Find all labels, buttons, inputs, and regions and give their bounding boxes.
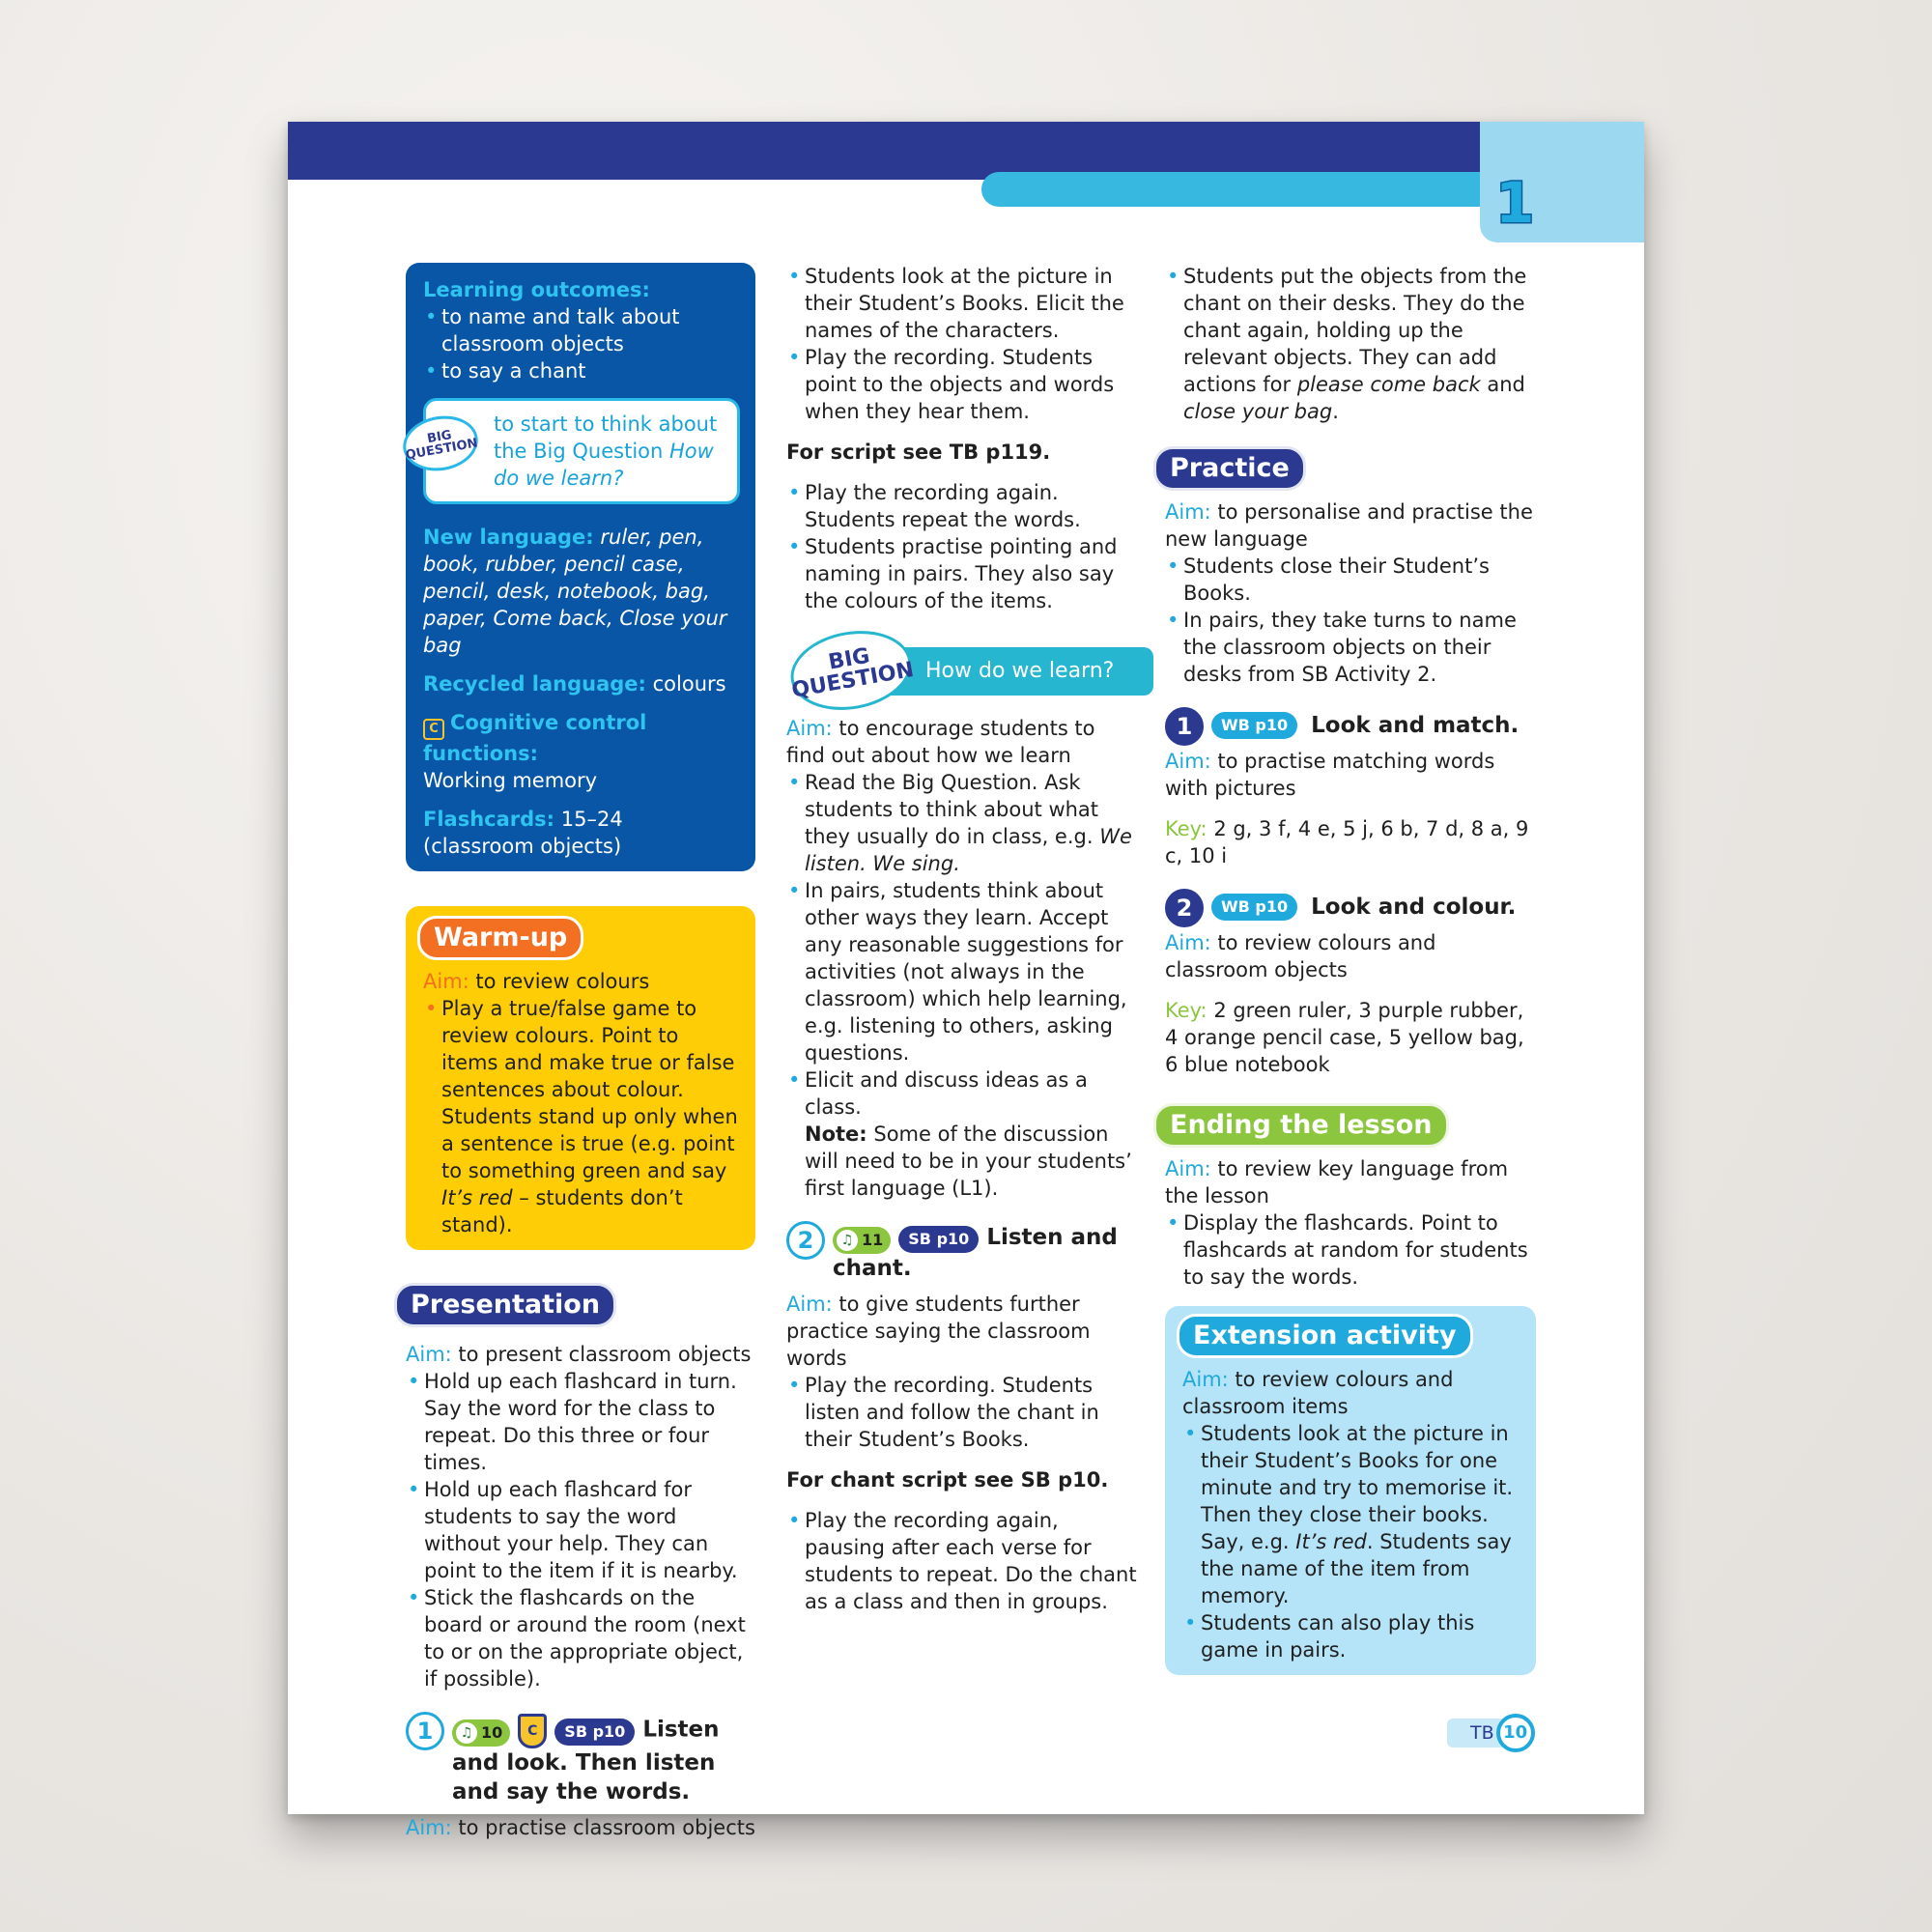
item-text: . [1332,400,1339,423]
exercise-heading-body [833,1221,1140,1283]
recycled-language-label: Recycled language: [423,672,646,696]
exercise-aim [786,1291,1140,1372]
flashcards-label: Flashcards: [423,808,555,831]
ending-section [1165,1103,1536,1291]
list-item [423,995,738,1238]
big-question-italic: How do we learn? [494,440,714,490]
list-item: • Students look at the picture in their Student’s Books. Elicit the names of the characters. [786,263,1140,344]
exercise-key [1165,997,1536,1078]
key-text: 2 green ruler, 3 purple rubber, 4 orange pencil case, 5 yellow bag, 6 blue notebook [1165,999,1524,1076]
recycled-language [423,670,738,697]
aim-text: to practise matching words with pictures [1165,750,1495,800]
aim-text: to practise classroom objects [458,1816,755,1839]
learning-outcomes-box [406,263,755,871]
big-question-header [789,643,1140,703]
item-text: Play a true/false game to review colours. Point to items and make true or false sentences about colour. Students stand up only when a sentence is true (e.g. point to something green and say [441,997,738,1182]
big-question-list [786,769,1140,1202]
presentation-section [406,1283,755,1692]
aim-text: to review colours and classroom items [1182,1368,1454,1418]
audio-track-badge [452,1719,510,1747]
aim-label: Aim: [423,970,469,993]
audio-track-number: 10 [481,1722,503,1742]
flashcards [423,806,738,860]
tb-label: TB [1447,1719,1502,1747]
page-reference-badge: SB p10 [898,1226,979,1253]
exercise-list-b [786,1507,1140,1615]
page-reference-badge: WB p10 [1211,712,1297,739]
unit-number: 1 [1495,170,1535,236]
exercise-1-sb [406,1712,755,1841]
new-language [423,524,738,659]
exercise-2-wb [1165,889,1536,1078]
list-item: • Play the recording. Students listen and follow the chant in their Student’s Books. [786,1372,1140,1453]
cognitive-control-icon: C [518,1714,547,1748]
exercise-title: Listen and look. Then listen and say the words. [452,1717,720,1804]
aim-text: to review colours and classroom objects [1165,931,1436,981]
key-label: Key: [1165,817,1208,840]
list-item: • Hold up each flashcard in turn. Say the word for the class to repeat. Do this three or four times. [406,1368,755,1476]
extension-heading: Extension activity [1177,1314,1473,1358]
list-item: • Hold up each flashcard for students to say the word without your help. They can point to the item if it is nearby. [406,1476,755,1584]
list-item: • Display the flashcards. Point to flashcards at random for students to say the words. [1165,1209,1536,1291]
item-text: – students don’t stand). [441,1186,683,1236]
headphones-icon: ♫ [456,1722,477,1744]
learning-outcomes-title: Learning outcomes: [423,278,650,301]
item-italic: close your bag [1183,400,1333,423]
exercise-2-sb [786,1221,1140,1615]
list-item: • In pairs, students think about other ways they learn. Accept any reasonable suggestions for activities (not always in the classroom) which help learning, e.g. listening to others, asking questions. [786,877,1140,1066]
exercise-key [1165,815,1536,869]
list-item [1165,263,1536,425]
extension-list [1182,1420,1519,1663]
teacher-book-page [288,122,1644,1839]
headphones-icon: ♫ [837,1230,858,1251]
warm-up-box [406,906,755,1250]
aim-text: to personalise and practise the new language [1165,500,1533,551]
list-item: • Play the recording. Students point to the objects and words when they hear them. [786,344,1140,425]
exercise-aim [406,1814,755,1841]
practice-aim [1165,498,1536,553]
list-item: • Stick the flashcards on the board or around the room (next to or on the appropriate object, if possible). [406,1584,755,1692]
item-text: and [1487,373,1525,396]
exercise-number: 1 [1165,707,1204,746]
big-question-title: How do we learn? [829,647,1153,696]
item-italic: It’s red [441,1186,513,1209]
list-item: • to say a chant [423,357,738,384]
page-number-circle: 10 [1496,1714,1535,1752]
list-item [786,769,1140,877]
aim-label: Aim: [1165,1157,1211,1180]
exercise-aim [1165,929,1536,983]
script-note: For script see TB p119. [786,440,1051,464]
item-text: Some of the discussion will need to be in your students’ first language (L1). [805,1122,1132,1200]
exercise-title: Look and colour. [1311,895,1517,920]
aim-label: Aim: [1165,931,1211,954]
column-2 [786,263,1140,1615]
practice-section [1165,446,1536,688]
item-italic: We listen. We sing. [805,825,1132,875]
list-item: • to name and talk about classroom objects [423,303,738,357]
list-item: • Play the recording again. Students repeat the words. [786,479,1140,533]
list-top [1165,263,1536,425]
exercise-number: 2 [1165,889,1204,927]
note-label: Note: [805,1122,867,1146]
exercise-heading-body [452,1712,755,1806]
big-question-badge: BIG QUESTION [399,411,483,477]
ending-heading: Ending the lesson [1153,1103,1449,1148]
item-text: Elicit and discuss ideas as a class. [805,1068,1088,1119]
list-middle [786,479,1140,614]
header-bar [288,122,1480,180]
aim-label: Aim: [1182,1368,1229,1391]
list-top [786,263,1140,425]
practice-heading: Practice [1153,446,1306,491]
exercise-list [786,1372,1140,1453]
exercise-heading [406,1712,755,1806]
list-item: • In pairs, they take turns to name the classroom objects on their desks from SB Activity 2. [1165,607,1536,688]
page-reference-badge: WB p10 [1211,894,1297,921]
presentation-list [406,1368,755,1692]
exercise-1-wb [1165,707,1536,869]
exercise-heading [786,1221,1140,1283]
big-question-callout [404,398,740,504]
list-item: • Students practise pointing and naming in pairs. They also say the colours of the items. [786,533,1140,614]
key-text: 2 g, 3 f, 4 e, 5 j, 6 b, 7 d, 8 a, 9 c, 10 i [1165,817,1529,867]
item-text: Students look at the picture in their Student’s Books for one minute and try to memorise it. Then they close their books. Say, e.g. [1201,1422,1514,1553]
practice-list [1165,553,1536,688]
exercise-heading [1165,889,1536,927]
aim-text: to review key language from the lesson [1165,1157,1509,1208]
aim-label: Aim: [406,1343,452,1366]
cognitive-control-functions [423,709,738,794]
big-question-aim [786,715,1140,769]
exercise-title: Look and match. [1311,713,1520,738]
chant-script-note: For chant script see SB p10. [786,1468,1109,1492]
header-accent-bar [981,172,1484,207]
list-item [786,1066,1140,1202]
key-label: Key: [1165,999,1208,1022]
learning-outcomes-list [423,303,738,384]
new-language-value: ruler, pen, book, rubber, pencil case, pencil, desk, notebook, bag, paper, Come back, Close your bag [423,526,727,657]
list-item: • Students close their Student’s Books. [1165,553,1536,607]
item-italic: please come back [1296,373,1481,396]
exercise-number: 1 [406,1712,444,1750]
cognitive-control-icon: C [423,719,444,740]
page-reference-badge: SB p10 [554,1719,635,1746]
ccf-value: Working memory [423,769,598,792]
aim-label: Aim: [786,1293,833,1316]
ending-aim [1165,1155,1536,1209]
audio-track-number: 11 [862,1231,884,1249]
item-italic: It’s red [1295,1530,1367,1553]
flashcards-value: 15–24 (classroom objects) [423,808,623,858]
aim-label: Aim: [786,717,833,740]
exercise-aim [1165,748,1536,802]
ending-list [1165,1209,1536,1291]
aim-label: Aim: [1165,500,1211,524]
recycled-language-value: colours [652,672,726,696]
extension-activity-box [1165,1306,1536,1675]
warm-up-aim [423,968,738,995]
extension-aim [1182,1366,1519,1420]
new-language-label: New language: [423,526,594,549]
list-item: • Students can also play this game in pairs. [1182,1609,1519,1663]
aim-text: to encourage students to find out about how we learn [786,717,1095,767]
audio-track-badge [833,1227,891,1254]
item-text: Students put the objects from the chant on their desks. They do the chant again, holding up the relevant objects. They can add actions for [1183,265,1527,396]
aim-text: to present classroom objects [458,1343,752,1366]
ccf-label: Cognitive control functions: [423,711,647,765]
big-question-text: to start to think about the Big Question [494,412,718,463]
exercise-title: Listen and chant. [833,1225,1118,1281]
list-item [1182,1420,1519,1609]
column-3 [1165,263,1536,1675]
list-item: • Play the recording again, pausing after each verse for students to repeat. Do the chant as a class and then in groups. [786,1507,1140,1615]
column-1 [406,263,755,1841]
aim-label: Aim: [406,1816,452,1839]
warm-up-list [423,995,738,1238]
big-question-badge: BIG QUESTION [784,622,918,720]
item-text: . Students say the name of the item from memory. [1201,1530,1512,1607]
exercise-number: 2 [786,1221,825,1260]
presentation-aim [406,1341,755,1368]
exercise-heading [1165,707,1536,746]
aim-label: Aim: [1165,750,1211,773]
aim-text: to review colours [475,970,650,993]
item-text: Read the Big Question. Ask students to think about what they usually do in class, e.g. [805,771,1099,848]
presentation-heading: Presentation [394,1283,616,1327]
aim-text: to give students further practice saying the classroom words [786,1293,1091,1370]
warm-up-heading: Warm-up [417,916,583,960]
page-number [1447,1714,1535,1752]
